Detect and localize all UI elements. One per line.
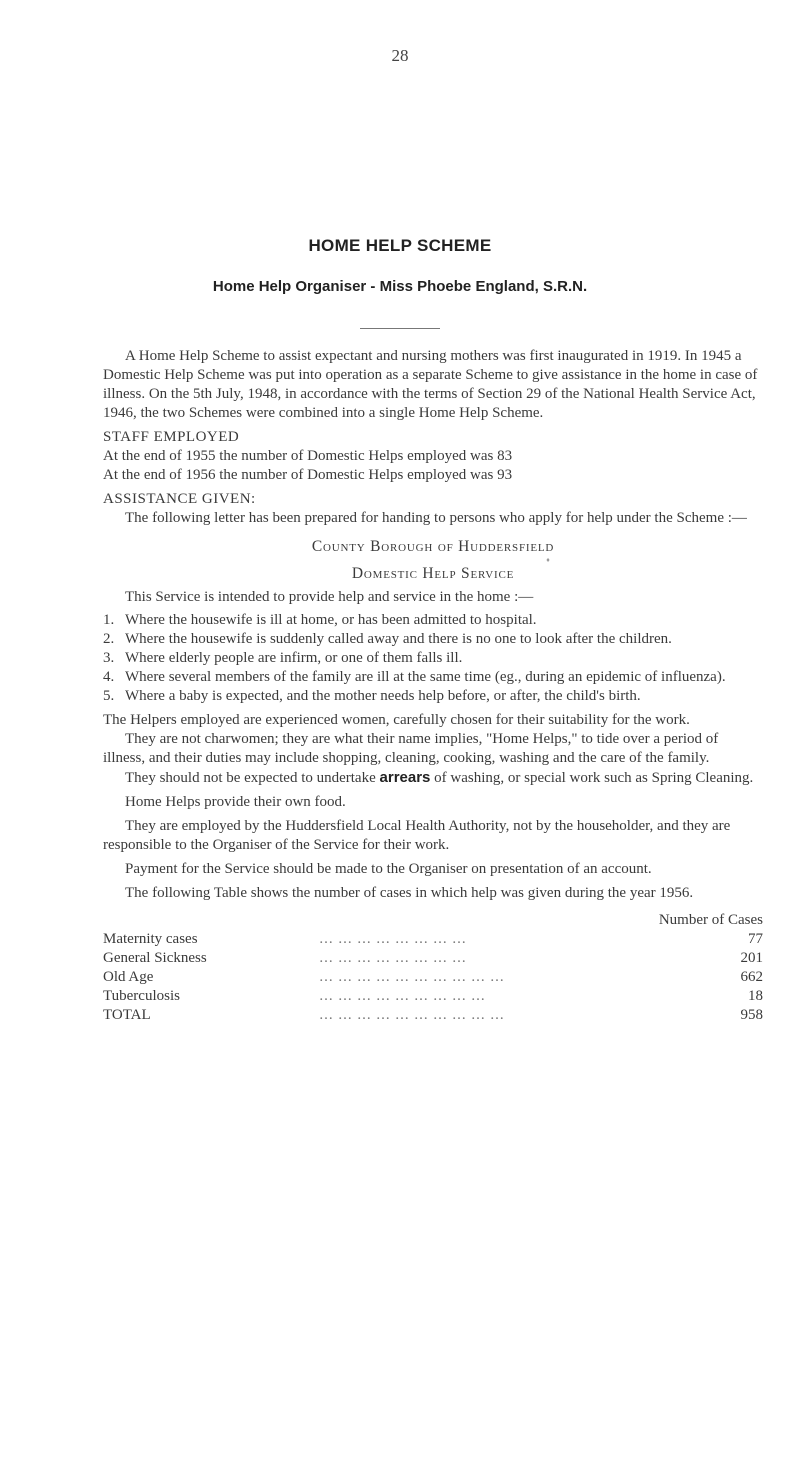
table-total-row bbox=[103, 1006, 763, 1025]
list-item-number: 3. bbox=[103, 650, 115, 666]
arrears-paragraph bbox=[103, 768, 763, 788]
leader-dots: ... ... ... ... ... ... ... ... ... ... bbox=[319, 1007, 505, 1023]
staff-line-1956: At the end of 1956 the number of Domestic Helps employed was 93 bbox=[103, 467, 513, 483]
service-list bbox=[103, 611, 763, 706]
row-label: Old Age bbox=[103, 969, 154, 985]
list-item-text: Where elderly people are infirm, or one of them falls ill. bbox=[125, 650, 463, 666]
table-row bbox=[103, 987, 763, 1006]
table-row bbox=[103, 949, 763, 968]
list-item bbox=[103, 611, 763, 630]
page-title: HOME HELP SCHEME bbox=[308, 236, 492, 255]
food-paragraph: Home Helps provide their own food. bbox=[125, 794, 346, 810]
row-value: 662 bbox=[740, 969, 763, 985]
row-value: 18 bbox=[748, 988, 763, 1004]
leader-dots: ... ... ... ... ... ... ... ... bbox=[319, 950, 467, 966]
cases-table bbox=[103, 911, 763, 1025]
list-item-text: Where a baby is expected, and the mother needs help before, or after, the child's birth. bbox=[125, 688, 641, 704]
leader-dots: ... ... ... ... ... ... ... ... bbox=[319, 931, 467, 947]
leader-dots: ... ... ... ... ... ... ... ... ... bbox=[319, 988, 486, 1004]
list-item-number: 2. bbox=[103, 631, 115, 647]
payment-paragraph: Payment for the Service should be made to the Organiser on presentation of an account. bbox=[125, 861, 652, 877]
arrears-text-before: They should not be expected to undertake bbox=[125, 770, 376, 786]
list-item-text: Where the housewife is ill at home, or has been admitted to hospital. bbox=[125, 612, 537, 628]
helpers-paragraph: The Helpers employed are experienced women, carefully chosen for their suitability for the work. bbox=[103, 712, 690, 728]
letter-heading-service: Domestic Help Service bbox=[351, 565, 515, 582]
diamond-mark-icon: ♦ bbox=[546, 556, 550, 564]
row-label: Maternity cases bbox=[103, 931, 198, 947]
table-header-row bbox=[103, 911, 763, 930]
assistance-intro: The following letter has been prepared for handing to persons who apply for help under the Scheme :— bbox=[125, 510, 747, 526]
row-value: 201 bbox=[740, 950, 763, 966]
list-item-text: Where the housewife is suddenly called away and there is no one to look after the children. bbox=[125, 631, 672, 647]
duties-paragraph: They are not charwomen; they are what their name implies, "Home Helps," to tide over a period of illness, and their duties may include shopping, cleaning, cooking, washing and the care of the family. bbox=[103, 731, 719, 766]
arrears-word: arrears bbox=[379, 769, 431, 786]
staff-heading: STAFF EMPLOYED bbox=[103, 429, 240, 445]
table-row bbox=[103, 968, 763, 987]
row-value: 958 bbox=[740, 1007, 763, 1023]
intro-paragraph: A Home Help Scheme to assist expectant and nursing mothers was first inaugurated in 1919. In 1945 a Domestic Help Scheme was put into operation as a separate Scheme to give assistance in the home in case of illness. On the 5th July, 1948, in accordance with the terms of Section 29 of the National Health Service Act, 1946, the two Schemes were combined into a single Home Help Scheme. bbox=[103, 348, 758, 421]
table-intro: The following Table shows the number of cases in which help was given during the year 1956. bbox=[125, 885, 694, 901]
list-item-text: Where several members of the family are ill at the same time (eg., during an epidemic of influenza). bbox=[125, 669, 726, 685]
leader-dots: ... ... ... ... ... ... ... ... ... ... bbox=[319, 969, 505, 985]
table-row bbox=[103, 930, 763, 949]
staff-line-1955: At the end of 1955 the number of Domestic Helps employed was 83 bbox=[103, 448, 513, 464]
page-number: 28 bbox=[391, 46, 409, 65]
row-label: Tuberculosis bbox=[103, 988, 180, 1004]
row-label: General Sickness bbox=[103, 950, 207, 966]
list-item-number: 1. bbox=[103, 612, 115, 628]
row-value: 77 bbox=[748, 931, 763, 947]
list-item-number: 5. bbox=[103, 688, 115, 704]
arrears-text-after: of washing, or special work such as Spring Cleaning. bbox=[434, 770, 754, 786]
row-label: TOTAL bbox=[103, 1007, 151, 1023]
employer-paragraph: They are employed by the Huddersfield Local Health Authority, not by the householder, and they are responsible to the Organiser of the Service for their work. bbox=[103, 818, 731, 853]
letter-intro: This Service is intended to provide help and service in the home :— bbox=[125, 589, 534, 605]
letter-heading-borough: County Borough of Huddersfield bbox=[311, 538, 555, 555]
document-body bbox=[103, 347, 763, 1025]
list-item bbox=[103, 649, 763, 668]
list-item-number: 4. bbox=[103, 669, 115, 685]
divider bbox=[360, 328, 440, 329]
list-item bbox=[103, 687, 763, 706]
list-item bbox=[103, 668, 763, 687]
page-subtitle: Home Help Organiser - Miss Phoebe England, S.R.N. bbox=[212, 278, 588, 295]
list-item bbox=[103, 630, 763, 649]
column-header: Number of Cases bbox=[658, 912, 763, 928]
assistance-heading: ASSISTANCE GIVEN: bbox=[103, 491, 256, 507]
